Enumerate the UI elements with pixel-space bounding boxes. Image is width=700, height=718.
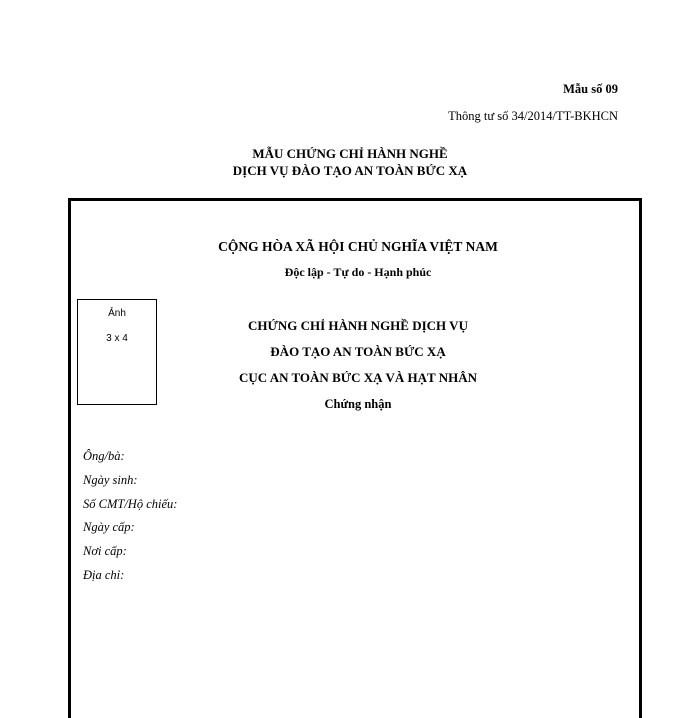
field-birthdate-label: Ngày sinh: [83,473,138,487]
field-issue-place-label: Nơi cấp: [83,544,127,558]
certificate-title-line2: ĐÀO TẠO AN TOÀN BỨC XẠ [270,344,446,359]
circular-reference: Thông tư số 34/2014/TT-BKHCN [448,109,618,123]
document-title-line2: DỊCH VỤ ĐÀO TẠO AN TOÀN BỨC XẠ [232,163,468,178]
issuing-agency: CỤC AN TOÀN BỨC XẠ VÀ HẠT NHÂN [239,370,477,385]
field-name-label: Ông/bà: [83,449,125,463]
document-title-line1: MẪU CHỨNG CHỈ HÀNH NGHỀ [252,146,448,161]
country-name: CỘNG HÒA XÃ HỘI CHỦ NGHĨA VIỆT NAM [218,239,498,254]
national-motto: Độc lập - Tự do - Hạnh phúc [284,265,432,279]
photo-label: Ảnh [108,308,126,319]
certificate-title-line1: CHỨNG CHỈ HÀNH NGHỀ DỊCH VỤ [248,318,468,333]
certificate-frame [68,198,642,718]
photo-size: 3 x 4 [106,333,128,344]
field-issue-date-label: Ngày cấp: [83,520,135,534]
form-number: Mẫu số 09 [563,82,618,96]
certifies-label: Chứng nhận [324,397,392,411]
field-id-number-label: Số CMT/Hộ chiếu: [83,497,178,511]
field-address-label: Địa chỉ: [83,568,125,582]
